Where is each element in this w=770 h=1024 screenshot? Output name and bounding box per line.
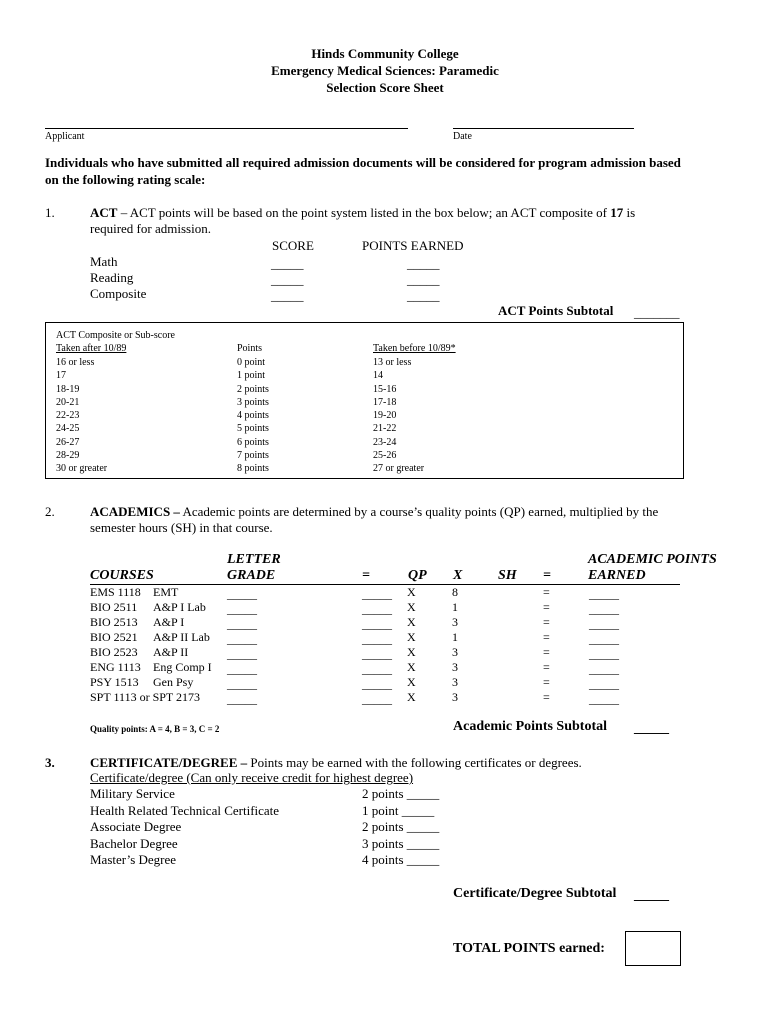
document-title: Selection Score Sheet (326, 80, 444, 95)
sh-value: 3 (452, 645, 458, 659)
table-cell: 30 or greater (56, 463, 108, 475)
act-row-math: Math (90, 254, 118, 269)
table-cell: 20-21 (56, 396, 80, 408)
act-table-title: ACT Composite or Sub-score (56, 330, 175, 341)
table-cell: 21-22 (373, 423, 397, 435)
score-header: SCORE (272, 238, 314, 253)
table-cell: 17 (56, 370, 66, 382)
grade-blank[interactable]: _____ (227, 587, 257, 601)
act-number: 1. (45, 205, 55, 220)
table-cell: 1 point (237, 370, 266, 382)
table-row: EMS 1118 (90, 585, 141, 599)
table-cell: EMT (153, 585, 179, 599)
qp-blank[interactable]: _____ (362, 587, 392, 601)
grade-blank[interactable]: _____ (227, 632, 257, 646)
certificate-subheader: Certificate/degree (Can only receive credit for highest degree) (90, 770, 414, 785)
grade-blank[interactable]: _____ (227, 662, 257, 676)
table-row: BIO 2513 (90, 615, 138, 629)
grade-header: GRADE (227, 568, 276, 583)
sh-value: 1 (452, 600, 458, 614)
table-cell: 27 or greater (373, 463, 425, 475)
list-item: Military Service (90, 786, 175, 801)
act-subtotal-label: ACT Points Subtotal (498, 303, 614, 318)
grade-blank[interactable]: _____ (227, 647, 257, 661)
academics-description-line-2: semester hours (SH) in that course. (90, 520, 273, 535)
act-title: ACT (90, 205, 118, 220)
table-cell: 0 point (237, 357, 266, 368)
list-item: Health Related Technical Certificate (90, 802, 280, 818)
earned-blanks (589, 587, 619, 707)
x-marks (407, 585, 416, 705)
x-mark: X (407, 630, 416, 644)
college-name: Hinds Community College (311, 46, 459, 61)
eq-mark: = (543, 630, 550, 644)
act-table-col1-header: Taken after 10/89 (56, 343, 127, 354)
intro-line-2: on the following rating scale: (45, 172, 206, 187)
earned-header: EARNED (588, 568, 646, 583)
points-earned-header: POINTS EARNED (362, 238, 464, 253)
grade-blank[interactable]: _____ (227, 602, 257, 616)
table-row: BIO 2511 (90, 600, 138, 614)
date-label: Date (453, 131, 472, 142)
eq-mark: = (543, 645, 550, 659)
composite-score-blank[interactable]: _____ (271, 288, 304, 303)
academic-subtotal-blank[interactable]: _____ (634, 721, 669, 736)
sh-value: 3 (452, 615, 458, 629)
points-blank[interactable]: 4 points _____ (362, 852, 440, 867)
eq-mark: = (543, 660, 550, 674)
x-mark: X (407, 645, 416, 659)
earned-blank[interactable]: _____ (589, 632, 619, 646)
table-cell: 26-27 (56, 436, 80, 448)
table-cell: 13 or less (373, 357, 412, 368)
table-cell: A&P II (153, 645, 189, 659)
equals-header: = (362, 568, 370, 583)
table-cell: 22-23 (56, 410, 80, 422)
table-cell: 25-26 (373, 450, 397, 462)
eq-mark: = (543, 615, 550, 629)
points-blank[interactable]: 1 point _____ (362, 802, 435, 818)
qp-blank[interactable]: _____ (362, 662, 392, 676)
math-score-blank[interactable]: _____ (271, 256, 304, 271)
table-cell: 23-24 (373, 436, 397, 448)
earned-blank[interactable]: _____ (589, 617, 619, 631)
points-blank[interactable]: 2 points _____ (362, 819, 440, 834)
sh-value: 3 (452, 660, 458, 674)
list-item: Associate Degree (90, 819, 182, 834)
act-table-col3 (373, 356, 424, 476)
act-row-composite: Composite (90, 286, 147, 301)
table-cell: A&P I (153, 615, 185, 629)
table-cell: 18-19 (56, 383, 80, 395)
earned-blank[interactable]: _____ (589, 692, 619, 706)
table-cell (153, 690, 212, 705)
program-name: Emergency Medical Sciences: Paramedic (271, 63, 499, 78)
list-item: Master’s Degree (90, 852, 177, 867)
act-table-col3-header: Taken before 10/89* (373, 343, 456, 354)
academics-title: ACADEMICS – (90, 504, 180, 519)
certificate-subtotal-label: Certificate/Degree Subtotal (453, 886, 617, 901)
eq-mark: = (543, 675, 550, 689)
academics-number: 2. (45, 504, 55, 519)
earned-blank[interactable]: _____ (589, 587, 619, 601)
certificate-subtotal-blank[interactable]: _____ (634, 888, 669, 903)
grade-blank[interactable]: _____ (227, 692, 257, 706)
academic-points-header: ACADEMIC POINTS (588, 552, 717, 567)
table-cell: 28-29 (56, 450, 80, 462)
table-cell: Eng Comp I (153, 660, 212, 674)
table-cell: 2 points (237, 383, 269, 395)
x-mark: X (407, 675, 416, 689)
table-cell: 4 points (237, 410, 269, 422)
x-mark: X (407, 615, 416, 629)
math-points-blank[interactable]: _____ (407, 256, 440, 271)
qp-blank[interactable]: _____ (362, 677, 392, 691)
earned-blank[interactable]: _____ (589, 647, 619, 661)
composite-points-blank[interactable]: _____ (407, 288, 440, 303)
earned-blank[interactable]: _____ (589, 602, 619, 616)
certificate-number: 3. (45, 755, 55, 770)
equals-header-2: = (543, 568, 551, 583)
total-points-label: TOTAL POINTS earned: (453, 941, 605, 956)
grade-blank[interactable]: _____ (227, 617, 257, 631)
eq-mark: = (543, 690, 550, 704)
table-cell: 16 or less (56, 357, 95, 368)
grade-blanks (227, 587, 257, 707)
sh-value: 8 (452, 585, 458, 599)
qp-blank[interactable]: _____ (362, 602, 392, 616)
sh-value: 3 (452, 690, 458, 704)
table-cell: 24-25 (56, 423, 80, 435)
eq-mark: = (543, 600, 550, 614)
act-description-line-2: required for admission. (90, 221, 211, 236)
act-subtotal-blank[interactable]: _______ (634, 305, 680, 320)
academic-subtotal-label: Academic Points Subtotal (453, 719, 607, 734)
table-cell: 14 (373, 370, 383, 382)
earned-blank[interactable]: _____ (589, 677, 619, 691)
list-item: Bachelor Degree (90, 835, 178, 851)
table-cell: A&P I Lab (153, 600, 206, 614)
points-blank[interactable]: 2 points _____ (362, 786, 440, 801)
sh-value: 3 (452, 675, 458, 689)
table-row: BIO 2523 (90, 645, 138, 659)
act-description: ACT – ACT points will be based on the point system listed in the box below; an ACT composite of 17 is (90, 205, 636, 220)
act-table-col2 (237, 356, 269, 476)
courses-header: COURSES (90, 568, 154, 583)
qp-blank[interactable]: _____ (362, 692, 392, 706)
x-mark: X (407, 585, 416, 599)
grade-blank[interactable]: _____ (227, 677, 257, 691)
certificate-description: CERTIFICATE/DEGREE – Points may be earned with the following certificates or degrees. (90, 755, 582, 770)
table-cell: 6 points (237, 436, 269, 448)
date-line[interactable] (453, 128, 634, 129)
table-row: SPT 1113 or SPT 2173 (90, 690, 201, 704)
act-table-col2-header: Points (237, 343, 263, 354)
total-points-box[interactable] (625, 931, 681, 966)
intro-line-1: Individuals who have submitted all required admission documents will be considered for program admission based (45, 155, 681, 170)
earned-blank[interactable]: _____ (589, 662, 619, 676)
x-mark: X (407, 660, 416, 674)
table-row: PSY 1513 (90, 675, 139, 689)
x-mark: X (407, 690, 416, 704)
academics-description: ACADEMICS – Academic points are determined by a course’s quality points (QP) earned, multiplied by the (90, 504, 659, 519)
letter-header: LETTER (227, 552, 281, 567)
certificate-items (90, 786, 279, 869)
certificate-title: CERTIFICATE/DEGREE – (90, 755, 248, 770)
table-cell: A&P II Lab (153, 630, 210, 644)
sh-value: 1 (452, 630, 458, 644)
table-cell: 3 points (237, 396, 269, 408)
x-mark: X (407, 600, 416, 614)
act-row-reading: Reading (90, 270, 134, 285)
reading-points-blank[interactable]: _____ (407, 272, 440, 287)
qp-blank[interactable]: _____ (362, 632, 392, 646)
reading-score-blank[interactable]: _____ (271, 272, 304, 287)
table-cell: 15-16 (373, 383, 397, 395)
qp-blanks (362, 587, 392, 707)
table-cell: 5 points (237, 423, 269, 435)
sh-values (452, 585, 458, 705)
x-header: X (453, 568, 463, 583)
table-row: ENG 1113 (90, 660, 141, 674)
qp-blank[interactable]: _____ (362, 617, 392, 631)
qp-header: QP (408, 568, 427, 583)
qp-blank[interactable]: _____ (362, 647, 392, 661)
eq-mark: = (543, 585, 550, 599)
table-cell: 7 points (237, 450, 269, 462)
act-table-col1 (56, 356, 107, 476)
course-names (153, 585, 212, 705)
act-conversion-table (45, 322, 684, 479)
table-cell: 8 points (237, 463, 269, 475)
table-cell: 19-20 (373, 410, 397, 422)
applicant-line[interactable] (45, 128, 408, 129)
table-cell: Gen Psy (153, 675, 194, 689)
quality-points-note: Quality points: A = 4, B = 3, C = 2 (90, 724, 220, 734)
eq-marks (543, 585, 550, 705)
certificate-points (362, 786, 439, 869)
sh-header: SH (498, 568, 517, 583)
table-row: BIO 2521 (90, 630, 138, 644)
table-cell: 17-18 (373, 396, 397, 408)
points-blank[interactable]: 3 points _____ (362, 835, 440, 851)
applicant-label: Applicant (45, 131, 85, 142)
